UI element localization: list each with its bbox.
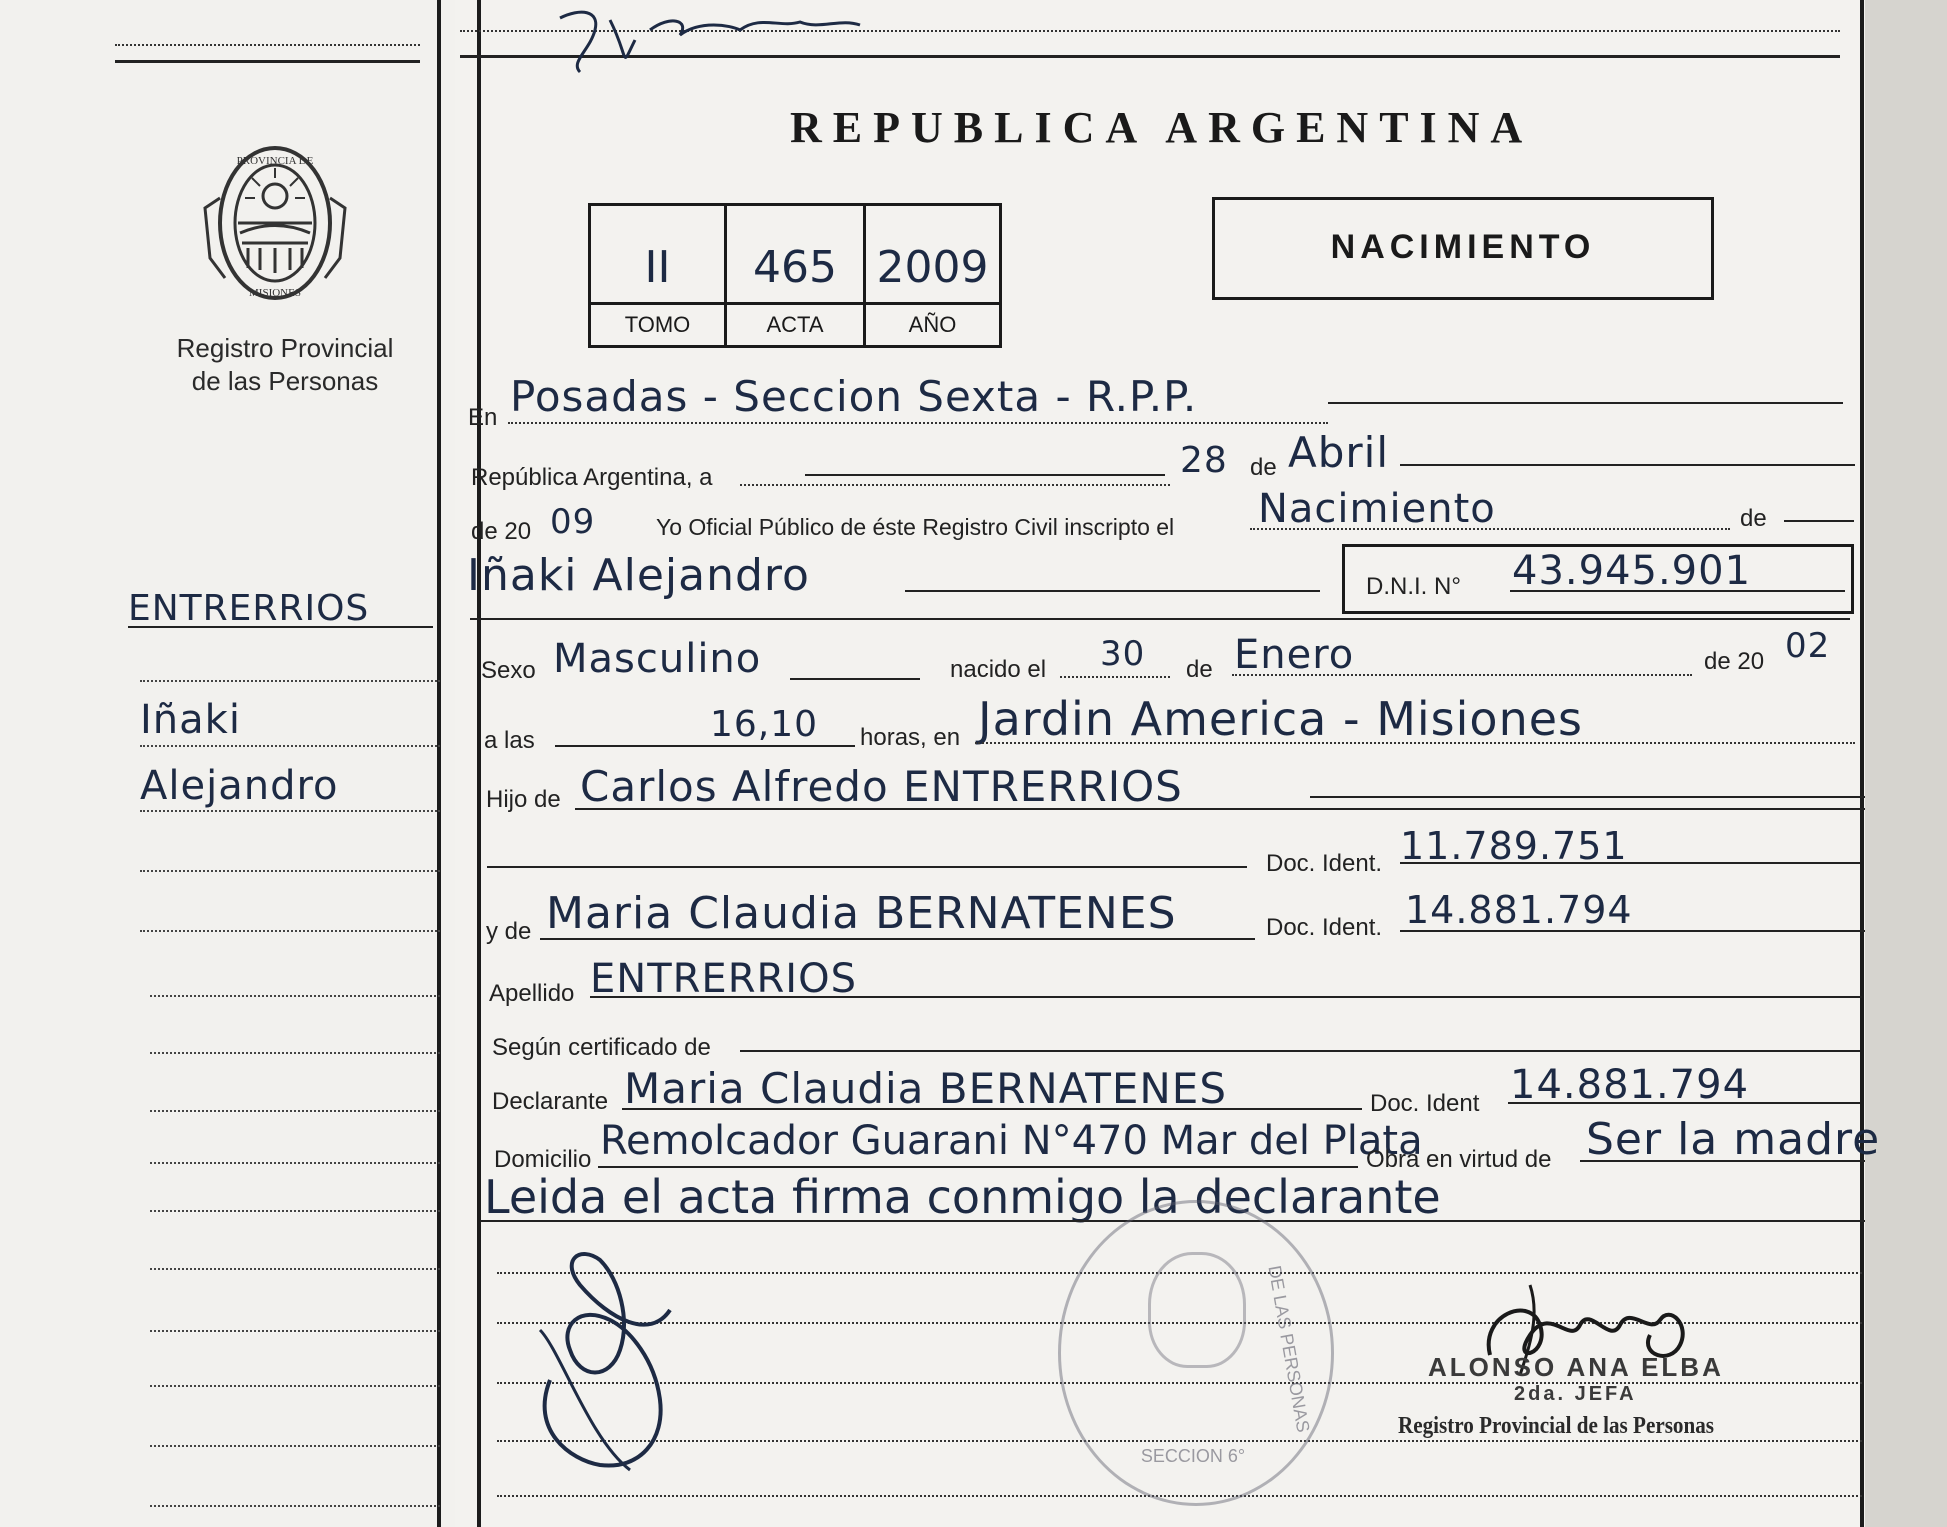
obra-rule (1580, 1160, 1865, 1162)
tomo-label: TOMO (591, 302, 724, 345)
sexo-rule (790, 678, 920, 680)
time-rule (555, 745, 855, 747)
official-name: ALONSO ANA ELBA (1428, 1352, 1724, 1382)
de-label-3: de (1186, 656, 1213, 683)
obra-value: Ser la madre (1586, 1114, 1881, 1165)
place-value: Posadas - Seccion Sexta - R.P.P. (510, 372, 1198, 421)
declarante-doc-rule (1508, 1102, 1860, 1104)
obra-label: Obra en virtud de (1366, 1146, 1552, 1173)
organization-name-line1: Registro Provincial (176, 333, 394, 363)
birth-month-dots (1232, 674, 1692, 676)
dni-label: D.N.I. N° (1366, 573, 1461, 600)
birth-day-dots (1060, 676, 1170, 678)
margin-line (140, 870, 440, 872)
margin-line (150, 1110, 440, 1112)
acta-value: 465 (753, 242, 837, 293)
record-type: NACIMIENTO (1330, 228, 1596, 266)
domicilio-label: Domicilio (494, 1146, 592, 1173)
father-doc-line (487, 866, 1247, 868)
en-label: En (468, 404, 498, 431)
hijo-label: Hijo de (486, 786, 561, 813)
doc-label-3: Doc. Ident (1370, 1090, 1480, 1117)
sexo-value: Masculino (553, 636, 762, 682)
seal-bottom-text: SECCION 6° (1140, 1446, 1246, 1466)
child-name: Iñaki Alejandro (467, 550, 810, 601)
mother-doc: 14.881.794 (1405, 888, 1633, 932)
birth-place: Jardin America - Misiones (978, 692, 1583, 746)
emblem-top-text: PROVINCIA DE (236, 155, 314, 167)
margin-line (140, 745, 440, 747)
place-rule (1328, 402, 1843, 404)
year-prefix: de 20 (471, 518, 532, 545)
margin-first-name: Iñaki (140, 697, 241, 743)
anio-cell (866, 206, 999, 345)
certificado-label: Según certificado de (492, 1034, 711, 1061)
top-signature (540, 0, 900, 80)
margin-line (150, 1445, 440, 1447)
de-label: de (1250, 454, 1277, 481)
date-dots (740, 484, 1170, 486)
republica-label: República Argentina, a (471, 464, 713, 491)
declarante-rule (622, 1108, 1362, 1110)
birth-time: 16,10 (710, 704, 819, 745)
column-divider (437, 0, 441, 1527)
birth-day: 30 (1100, 634, 1146, 674)
horas-label: horas, en (860, 724, 961, 751)
tomo-value: II (644, 242, 671, 293)
act-type: Nacimiento (1258, 486, 1496, 532)
year-suffix: 09 (550, 502, 596, 542)
date-rule (805, 474, 1165, 476)
margin-line (140, 930, 440, 932)
father-rule (575, 808, 1865, 810)
father-doc: 11.789.751 (1400, 824, 1628, 868)
act-type-dots (1250, 528, 1730, 530)
margin-line (140, 810, 440, 812)
birth-year-prefix: de 20 (1704, 648, 1765, 675)
de-label-2: de (1740, 505, 1767, 532)
row-separator (470, 618, 1850, 620)
anio-label: AÑO (866, 302, 999, 345)
certificado-rule (740, 1050, 1860, 1052)
domicilio-rule (598, 1166, 1358, 1168)
father-rule-2 (1310, 796, 1865, 798)
registry-seal-text (1058, 1200, 1328, 1500)
country-title: REPUBLICA ARGENTINA (790, 103, 1534, 152)
emblem-bottom-text: MISIONES (249, 287, 301, 299)
margin-line (150, 995, 440, 997)
tomo-cell (591, 206, 727, 345)
month-rule (1400, 464, 1855, 466)
mother-name: Maria Claudia BERNATENES (546, 888, 1177, 939)
dni-value: 43.945.901 (1512, 548, 1752, 594)
margin-line (150, 1162, 440, 1164)
birth-month: Enero (1234, 632, 1355, 678)
official-organization: Registro Provincial de las Personas (1398, 1413, 1715, 1439)
declarante-doc: 14.881.794 (1510, 1062, 1750, 1108)
doc-label-1: Doc. Ident. (1266, 850, 1383, 877)
margin-line (140, 680, 440, 682)
register-table (588, 203, 1002, 348)
page-edge (1865, 0, 1947, 1527)
domicilio-value: Remolcador Guarani N°470 Mar del Plata (600, 1118, 1423, 1164)
organization-name (150, 332, 420, 398)
oficial-text: Yo Oficial Público de éste Registro Civil inscripto el (656, 514, 1175, 540)
column-divider-inner (477, 0, 481, 1527)
doc-label-2: Doc. Ident. (1266, 914, 1383, 941)
form-right-border (1860, 0, 1864, 1527)
dni-rule (1510, 590, 1845, 592)
apellido-rule (590, 996, 1862, 998)
margin-line (150, 1210, 440, 1212)
anio-value: 2009 (876, 242, 989, 293)
declarante-name: Maria Claudia BERNATENES (624, 1064, 1227, 1113)
birth-year-suffix: 02 (1785, 626, 1831, 666)
margin-surname-rule (128, 626, 433, 628)
declarant-signature (520, 1240, 690, 1480)
acta-cell (727, 206, 866, 345)
month-value: Abril (1288, 428, 1389, 477)
declarante-label: Declarante (492, 1088, 609, 1115)
apellido-value: ENTRERRIOS (590, 956, 857, 1002)
mother-rule (540, 938, 1255, 940)
margin-surname: ENTRERRIOS (128, 588, 370, 629)
acta-label: ACTA (727, 302, 863, 345)
margin-line (150, 1505, 440, 1507)
place-dots (508, 422, 1328, 424)
a-las-label: a las (484, 727, 535, 754)
birth-place-dots (975, 742, 1855, 744)
margin-middle-name: Alejandro (140, 763, 339, 809)
organization-name-line2: de las Personas (191, 366, 379, 396)
margin-line (150, 1052, 440, 1054)
mother-doc-rule (1400, 930, 1865, 932)
father-doc-rule (1400, 862, 1860, 864)
lectura-text: Leida el acta firma conmigo la declarante (484, 1170, 1441, 1224)
official-role: 2da. JEFA (1514, 1383, 1637, 1405)
yde-label: y de (486, 918, 532, 945)
provincial-emblem-icon (200, 138, 350, 308)
nacido-label: nacido el (950, 656, 1047, 683)
left-top-rule (115, 60, 420, 63)
margin-line (150, 1385, 440, 1387)
margin-line (150, 1268, 440, 1270)
child-name-rule (905, 590, 1320, 592)
left-top-dots (115, 44, 420, 46)
day-value: 28 (1180, 440, 1228, 481)
de-rule (1784, 520, 1854, 522)
sexo-label: Sexo (481, 657, 536, 684)
record-type-box (1212, 197, 1714, 300)
seal-right-text: DE LAS PERSONAS (1264, 1263, 1314, 1434)
margin-line (150, 1330, 440, 1332)
apellido-label: Apellido (489, 980, 575, 1007)
father-name: Carlos Alfredo ENTRERRIOS (580, 762, 1183, 811)
